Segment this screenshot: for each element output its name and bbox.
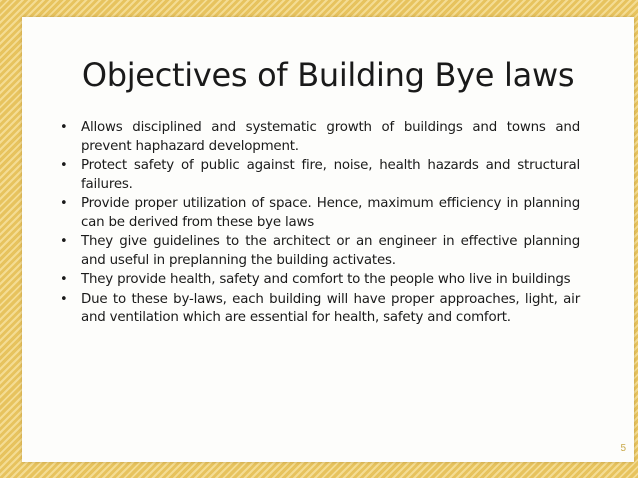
- page-number: 5: [620, 443, 626, 454]
- bullet-text: They provide health, safety and comfort to the people who live in buildings: [81, 272, 571, 287]
- bullet-item: [59, 271, 580, 290]
- bullet-icon: •: [60, 291, 68, 307]
- bullet-item: [59, 157, 580, 194]
- bullet-text: Provide proper utilization of space. Hence, maximum efficiency in planning can be derived from these bye laws: [81, 196, 580, 230]
- bullet-text: Protect safety of public against fire, noise, health hazards and structural failures.: [81, 158, 580, 192]
- bullet-text: Allows disciplined and systematic growth of buildings and towns and prevent haphazard development.: [81, 120, 580, 154]
- bullet-icon: •: [60, 196, 68, 211]
- bullet-item: [59, 119, 580, 156]
- bullet-text: Due to these by-laws, each building will have proper approaches, light, air and ventilation which are essential for health, safety and comfort.: [81, 291, 580, 325]
- bullet-text: They give guidelines to the architect or an engineer in effective planning and useful in preplanning the building activates.: [81, 234, 580, 268]
- bullet-item: [59, 291, 580, 328]
- bullet-item: [59, 195, 580, 232]
- bullet-list: [59, 119, 580, 328]
- bullet-icon: •: [60, 120, 68, 135]
- bullet-icon: •: [60, 234, 68, 249]
- bullet-item: [59, 233, 580, 270]
- slide-title: Objectives of Building Bye laws: [81, 56, 575, 94]
- bullet-icon: •: [60, 272, 68, 287]
- slide: [22, 17, 634, 462]
- bullet-icon: •: [60, 158, 68, 173]
